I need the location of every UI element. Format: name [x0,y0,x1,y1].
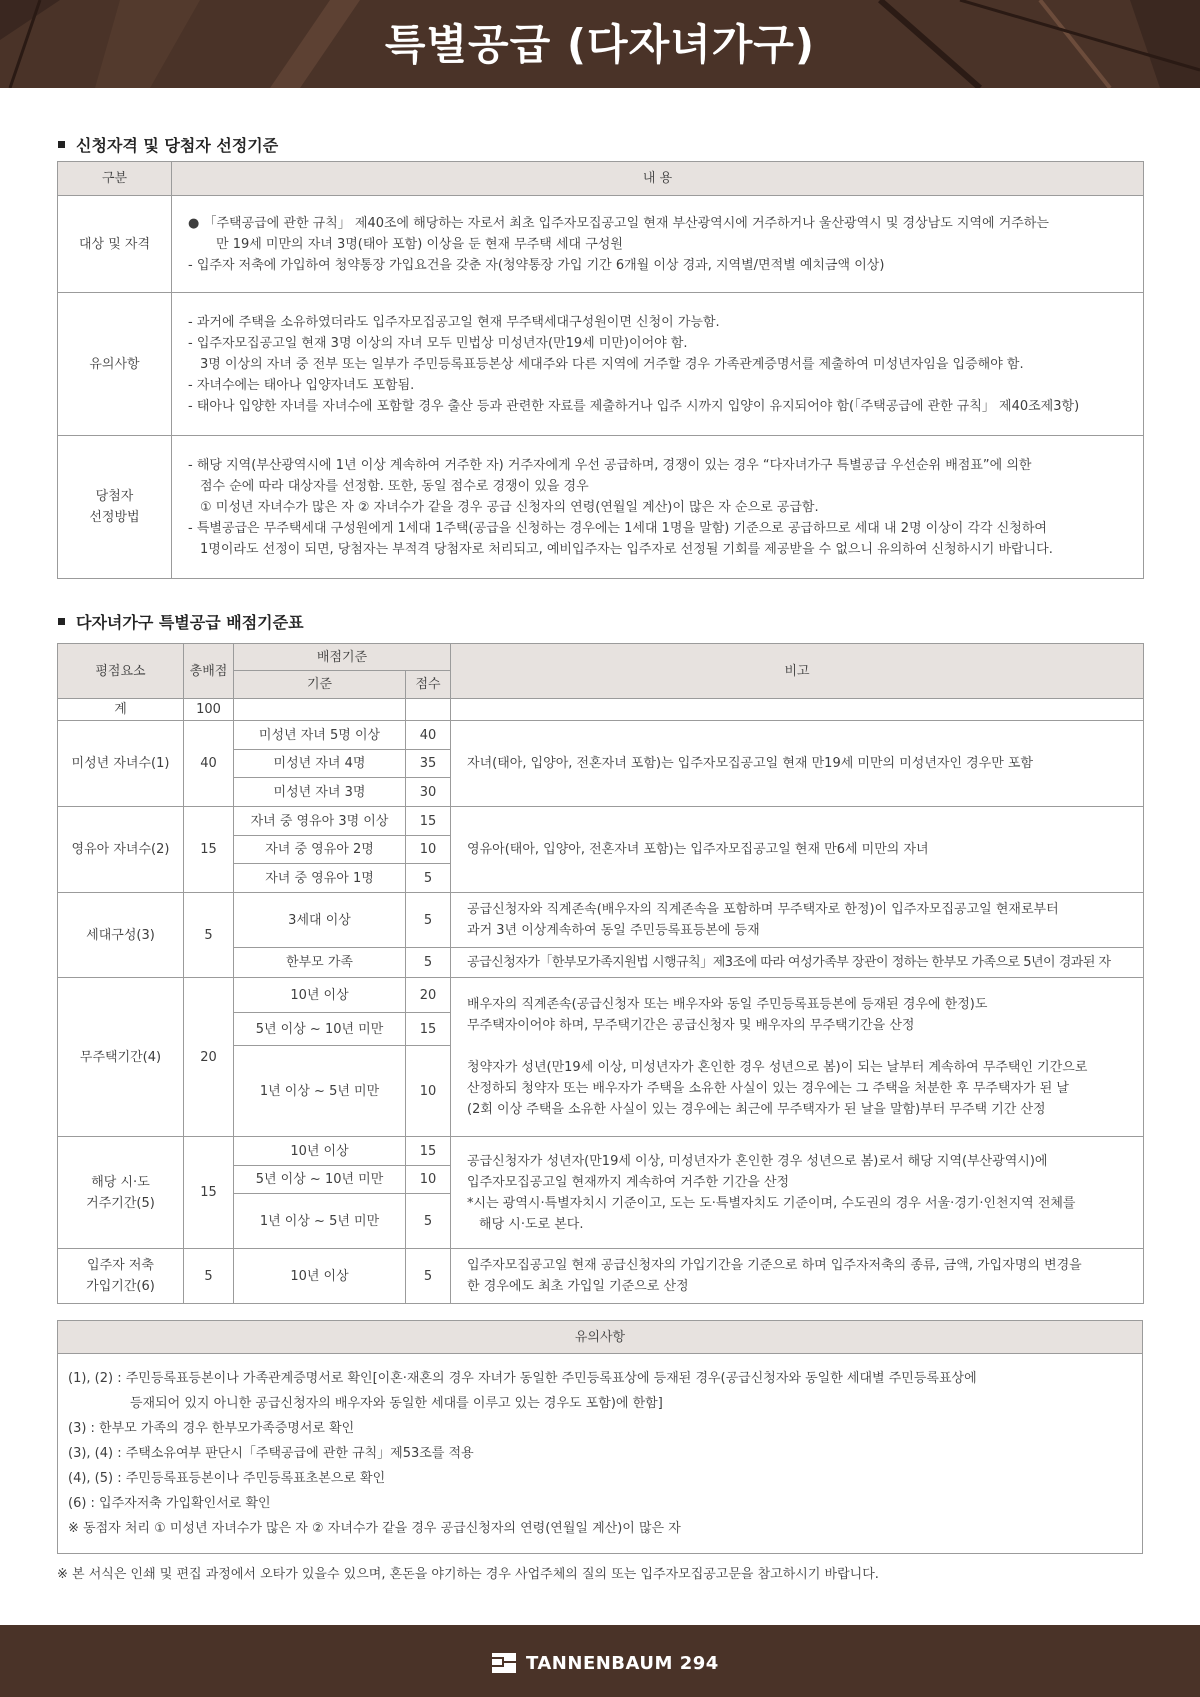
content-line: - 입주자 저축에 가입하여 청약통장 가입요건을 갖춘 자(청약통장 가입 기간 6개월 이상 경과, 지역별/면적별 예치금액 이상) [188,257,885,273]
table-row [58,1137,1144,1166]
remark-spacer [467,1036,1127,1057]
element-label-text: 가입기간(6) [86,1279,155,1294]
criteria-cell: 1년 이상 ~ 5년 미만 [234,1046,406,1137]
element-label-text: 해당 시·도 [91,1174,150,1190]
content-line: - 과거에 주택을 소유하였더라도 입주자모집공고일 현재 무주택세대구성원이면 신청이 가능함. [188,314,720,330]
header-criteria-group: 배점기준 [234,644,451,671]
remark-line: 입주자모집공고일 현재까지 계속하여 거주한 기간을 산정 [467,1174,790,1190]
remark-line: 입주자모집공고일 현재 공급신청자의 가입기간을 기준으로 하며 입주자저축의 종류, 금액, 가입자명의 변경을 [467,1258,1082,1273]
row-content [172,196,1144,293]
note-line: ※ 동점자 처리 ① 미성년 자녀수가 많은 자 ② 자녀수가 같을 경우 공급신청자의 연령(연월일 계산)이 많은 자 [68,1521,681,1536]
remark-cell [451,1137,1144,1249]
criteria-cell: 미성년 자녀 5명 이상 [234,721,406,750]
content-line: - 태아나 입양한 자녀를 자녀수에 포함할 경우 출산 등과 관련한 자료를 제출하거나 입주 시까지 입양이 유지되어야 함(「주택공급에 관한 규칙」 제40조제3항) [188,398,1080,414]
row-label-text: 당첨자 [95,489,134,504]
notes-table [57,1320,1143,1554]
table-header-row [58,644,1144,671]
row-label [58,196,172,293]
content-line: 3명 이상의 자녀 중 전부 또는 일부가 주민등록표등본상 세대주와 다른 지역에 거주할 경우 가족관계증명서를 제출하여 미성년자임을 입증해야 함. [200,356,1024,372]
criteria-cell: 3세대 이상 [234,893,406,948]
criteria-cell: 자녀 중 영유아 2명 [234,836,406,864]
criteria-cell: 10년 이상 [234,1137,406,1166]
remark-cell [451,1249,1144,1304]
section-title-eligibility [58,133,278,156]
criteria-cell: 1년 이상 ~ 5년 미만 [234,1194,406,1249]
header-content: 내 용 [172,162,1144,196]
empty-cell [451,699,1144,721]
section-title-text: 다자녀가구 특별공급 배점기준표 [76,613,304,632]
page-title: 특별공급 (다자녀가구) [384,20,816,69]
remark-line: 공급신청자가「한부모가족지원법 시행규칙」제3조에 따라 여성가족부 장관이 정하는 한부모 가족으로 5년이 경과된 자 [467,955,1111,970]
remark-cell [451,948,1144,978]
score-cell: 10 [406,836,451,864]
bullet-square-icon [58,141,65,148]
table-row [58,721,1144,750]
criteria-cell: 10년 이상 [234,1249,406,1304]
header-category: 구분 [58,162,172,196]
remark-cell [451,721,1144,807]
content-line: - 자녀수에는 태아나 입양자녀도 포함됨. [188,377,415,393]
element-label-text: 거주기간(5) [86,1195,155,1211]
page-header [0,0,1200,88]
row-label-text: 유의사항 [89,356,140,372]
page-footer [0,1625,1200,1697]
score-cell: 10 [406,1166,451,1194]
table-row [58,893,1144,948]
note-line: (3) : 한부모 가족의 경우 한부모가족증명서로 확인 [68,1421,355,1436]
score-cell: 15 [406,1137,451,1166]
table-row-total [58,699,1144,721]
note-line: (4), (5) : 주민등록표등본이나 주민등록표초본으로 확인 [68,1471,386,1486]
score-cell: 5 [406,948,451,978]
total-label: 계 [58,699,184,721]
criteria-cell: 미성년 자녀 4명 [234,750,406,778]
remark-cell [451,893,1144,948]
score-cell: 35 [406,750,451,778]
remark-line: 자녀(태아, 입양아, 전혼자녀 포함)는 입주자모집공고일 현재 만19세 미만의 미성년자인 경우만 포함 [467,756,1034,771]
score-cell: 15 [406,1013,451,1046]
score-cell: 5 [406,1249,451,1304]
element-label-text: 입주자 저축 [87,1258,154,1273]
eligibility-table [57,161,1144,579]
element-label [58,1137,184,1249]
empty-cell [234,699,406,721]
row-label-text: 선정방법 [89,510,140,525]
notes-content [58,1354,1143,1554]
remark-line: 과거 3년 이상계속하여 동일 주민등록표등본에 등재 [467,923,760,938]
remark-line: 해당 시·도로 본다. [479,1216,584,1232]
element-total: 5 [184,1249,234,1304]
criteria-cell: 10년 이상 [234,978,406,1013]
brand-logo [490,1651,719,1675]
element-label: 미성년 자녀수(1) [58,721,184,807]
section-title-scoring [58,610,304,633]
remark-line: *시는 광역시·특별자치시 기준이고, 도는 도·특별자치도 기준이며, 수도권의 경우 서울·경기·인천지역 전체를 [467,1195,1076,1211]
content-line: - 입주자모집공고일 현재 3명 이상의 자녀 모두 민법상 미성년자(만19세 미만)이어야 함. [188,335,688,351]
table-header-row [58,162,1144,196]
criteria-cell: 자녀 중 영유아 3명 이상 [234,807,406,836]
content-line: 점수 순에 따라 대상자를 선정함. 또한, 동일 점수로 경쟁이 있을 경우 [200,478,589,494]
row-label-text: 대상 및 자격 [78,236,151,252]
header-total: 총배점 [184,644,234,699]
remark-line: 공급신청자가 성년자(만19세 이상, 미성년자가 혼인한 경우 성년으로 봄)로서 해당 지역(부산광역시)에 [467,1153,1048,1169]
criteria-cell: 미성년 자녀 3명 [234,778,406,807]
content-line: ● 「주택공급에 관한 규칙」 제40조에 해당하는 자로서 최초 입주자모집공고일 현재 부산광역시에 거주하거나 울산광역시 및 경상남도 지역에 거주하는 [188,215,1049,231]
score-cell: 15 [406,807,451,836]
content-line: 1명이라도 선정이 되면, 당첨자는 부적격 당첨자로 처리되고, 예비입주자는 입주자로 선정될 기회를 제공받을 수 없으니 유의하여 신청하시기 바랍니다. [200,541,1053,557]
score-cell: 5 [406,864,451,893]
remark-line: 공급신청자와 직계존속(배우자의 직계존속을 포함하며 무주택자로 한정)이 입주자모집공고일 현재로부터 [467,902,1059,917]
criteria-cell: 자녀 중 영유아 1명 [234,864,406,893]
table-header-row [58,1321,1143,1354]
bullet-square-icon [58,618,65,625]
note-line: (1), (2) : 주민등록표등본이나 가족관계증명서로 확인[이혼·재혼의 경우 자녀가 동일한 주민등록표상에 등재된 경우(공급신청자와 동일한 세대별 주민등록표상에 [68,1371,977,1386]
element-label: 무주택기간(4) [58,978,184,1137]
table-row [58,1354,1143,1554]
content-line: - 특별공급은 무주택세대 구성원에게 1세대 1주택(공급을 신청하는 경우에는 1세대 1명을 말함) 기준으로 공급하므로 세대 내 2명 이상이 각각 신청하여 [188,520,1047,536]
remark-line: (2회 이상 주택을 소유한 사실이 있는 경우에는 최근에 무주택자가 된 날을 말함)부터 무주택 기간 산정 [467,1102,1046,1117]
element-total: 20 [184,978,234,1137]
element-label: 영유아 자녀수(2) [58,807,184,893]
score-cell: 5 [406,893,451,948]
empty-cell [406,699,451,721]
element-total: 40 [184,721,234,807]
criteria-cell: 5년 이상 ~ 10년 미만 [234,1013,406,1046]
scoring-table [57,643,1144,1304]
table-row [58,436,1144,579]
criteria-cell: 한부모 가족 [234,948,406,978]
header-score: 점수 [406,671,451,699]
table-row [58,1249,1144,1304]
row-label [58,293,172,436]
remark-line: 배우자의 직계존속(공급신청자 또는 배우자와 동일 주민등록표등본에 등재된 경우에 한정)도 [467,997,988,1012]
header-remark: 비고 [451,644,1144,699]
row-label [58,436,172,579]
table-row [58,196,1144,293]
remark-line: 산정하되 청약자 또는 배우자가 주택을 소유한 사실이 있는 경우에는 그 주택을 처분한 후 무주택자가 된 날 [467,1081,1069,1096]
total-value: 100 [184,699,234,721]
header-criteria: 기준 [234,671,406,699]
remark-cell [451,807,1144,893]
header-element: 평점요소 [58,644,184,699]
content-line: - 해당 지역(부산광역시에 1년 이상 계속하여 거주한 자) 거주자에게 우선 공급하며, 경쟁이 있는 경우 “다자녀가구 특별공급 우선순위 배점표”에 의한 [188,457,1032,473]
remark-line: 무주택자이어야 하며, 무주택기간은 공급신청자 및 배우자의 무주택기간을 산정 [467,1018,915,1033]
notes-title: 유의사항 [58,1321,1143,1354]
criteria-cell: 5년 이상 ~ 10년 미만 [234,1166,406,1194]
content-line: ① 미성년 자녀수가 많은 자 ② 자녀수가 같을 경우 공급 신청자의 연령(연월일 계산)이 많은 자 순으로 공급함. [200,499,819,515]
note-line: (6) : 입주자저축 가입확인서로 확인 [68,1496,271,1511]
note-line: (3), (4) : 주택소유여부 판단시「주택공급에 관한 규칙」제53조를 적용 [68,1446,474,1461]
remark-cell [451,978,1144,1137]
score-cell: 5 [406,1194,451,1249]
tannenbaum-logo-icon [490,1651,518,1675]
remark-line: 청약자가 성년(만19세 이상, 미성년자가 혼인한 경우 성년으로 봄)이 되는 날부터 계속하여 무주택인 기간으로 [467,1060,1088,1075]
remark-line: 영유아(태아, 입양아, 전혼자녀 포함)는 입주자모집공고일 현재 만6세 미만의 자녀 [467,842,929,857]
row-content [172,293,1144,436]
brand-logo-text: TANNENBAUM 294 [526,1652,719,1674]
score-cell: 40 [406,721,451,750]
remark-line: 한 경우에도 최초 가입일 기준으로 산정 [467,1279,689,1294]
table-row [58,293,1144,436]
table-row [58,807,1144,836]
element-total: 5 [184,893,234,978]
disclaimer-text: ※ 본 서식은 인쇄 및 편집 과정에서 오타가 있을수 있으며, 혼돈을 야기하는 경우 사업주체의 질의 또는 입주자모집공고문을 참고하시기 바랍니다. [57,1567,879,1582]
row-content [172,436,1144,579]
score-cell: 30 [406,778,451,807]
element-label [58,1249,184,1304]
score-cell: 20 [406,978,451,1013]
table-row [58,978,1144,1013]
score-cell: 10 [406,1046,451,1137]
element-label: 세대구성(3) [58,893,184,978]
element-total: 15 [184,1137,234,1249]
content-line: 만 19세 미만의 자녀 3명(태아 포함) 이상을 둔 현재 무주택 세대 구성원 [216,236,623,252]
section-title-text: 신청자격 및 당첨자 선정기준 [76,136,279,155]
note-line: 등재되어 있지 아니한 공급신청자의 배우자와 동일한 세대를 이루고 있는 경우도 포함)에 한함] [130,1396,663,1411]
element-total: 15 [184,807,234,893]
